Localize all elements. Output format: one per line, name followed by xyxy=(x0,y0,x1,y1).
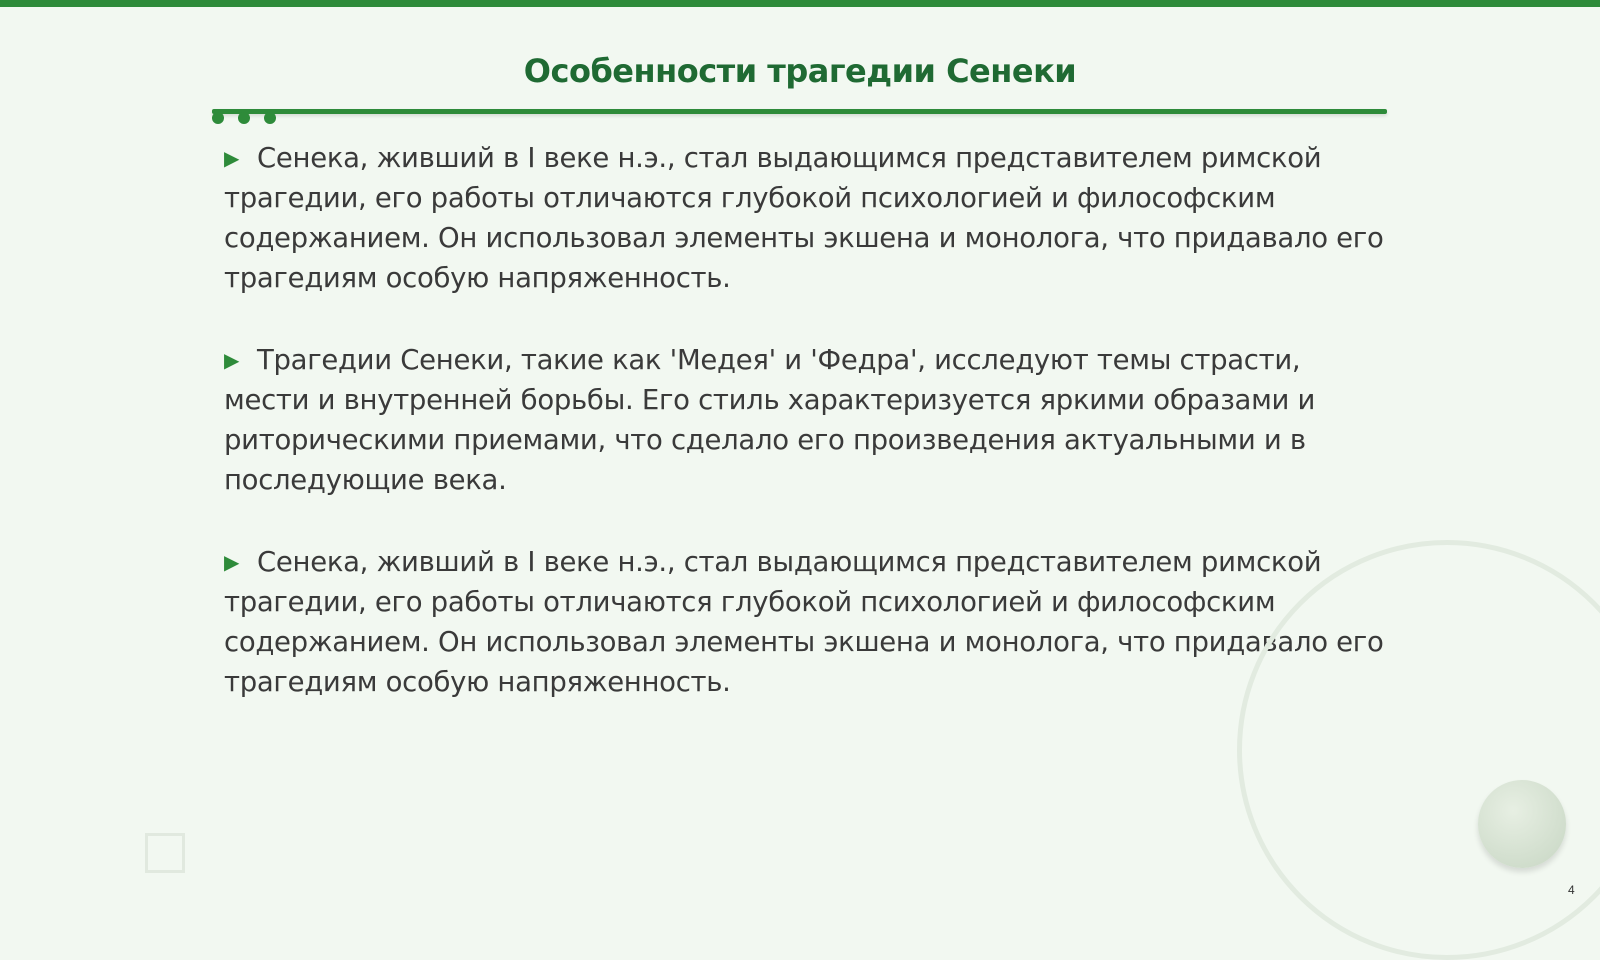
bullet-text: Трагедии Сенеки, такие как 'Медея' и 'Федра', исследуют темы страсти, мести и внутренней борьбы. Его стиль характеризуется яркими образами и риторическими приемами, что сделало его произведения актуальными и в последующие века. xyxy=(224,344,1316,496)
triangle-right-icon: ▶ xyxy=(224,550,240,574)
triangle-right-icon: ▶ xyxy=(224,348,240,372)
decorative-dot xyxy=(212,112,224,124)
decorative-sphere xyxy=(1478,780,1566,868)
slide-title: Особенности трагедии Сенеки xyxy=(523,52,1077,90)
bullet-paragraph-2 xyxy=(224,340,1384,500)
bullet-text: Сенека, живший в I веке н.э., стал выдающимся представителем римской трагедии, его работы отличаются глубокой психологией и философским содержанием. Он использовал элементы экшена и монолога, что придавало его трагедиям особую напряженность. xyxy=(224,546,1384,698)
triangle-right-icon: ▶ xyxy=(224,146,240,170)
top-accent-bar xyxy=(0,0,1600,7)
bullet-text: Сенека, живший в I веке н.э., стал выдающимся представителем римской трагедии, его работы отличаются глубокой психологией и философским содержанием. Он использовал элементы экшена и монолога, что придавало его трагедиям особую напряженность. xyxy=(224,142,1384,294)
title-underline xyxy=(212,109,1387,114)
bullet-paragraph-1 xyxy=(224,138,1384,298)
decorative-dot xyxy=(264,112,276,124)
decorative-square xyxy=(145,833,185,873)
bullet-list xyxy=(224,138,1384,744)
decorative-dot xyxy=(238,112,250,124)
bullet-paragraph-3 xyxy=(224,542,1384,702)
page-number: 4 xyxy=(1568,883,1575,897)
